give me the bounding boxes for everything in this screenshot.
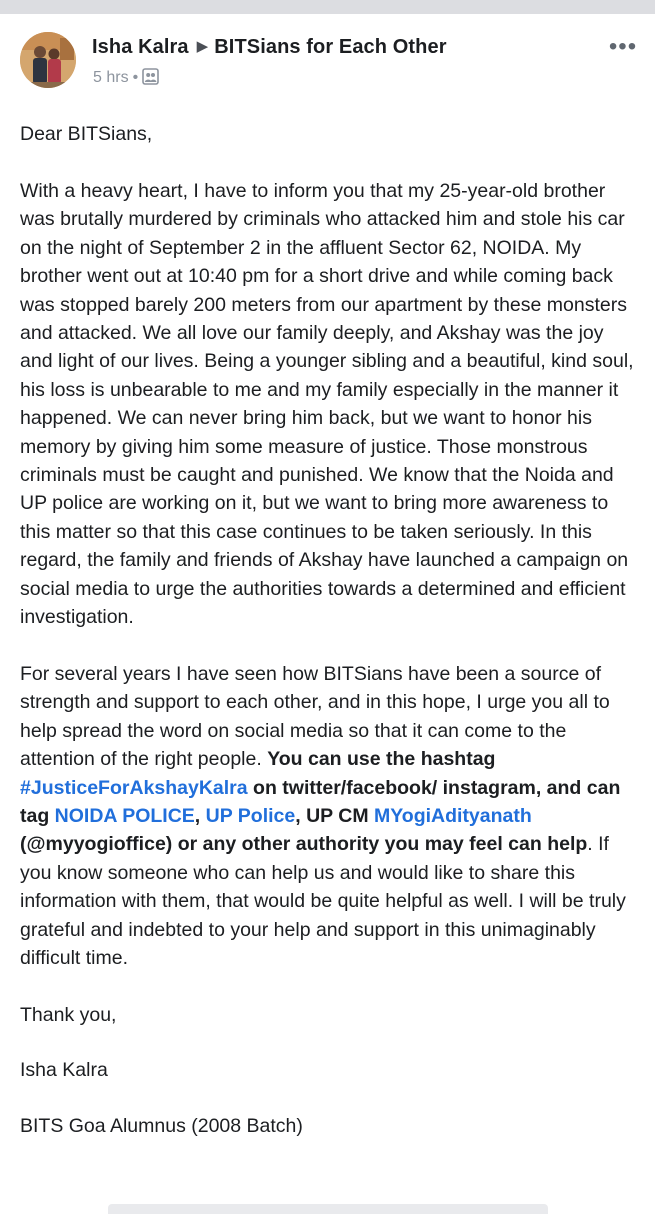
post-card <box>0 14 655 1200</box>
paragraph-2-bold: , UP CM <box>295 804 374 827</box>
paragraph-2-bold: on twitter/facebook/ instagram, and can tag <box>20 776 621 827</box>
top-strip <box>0 0 655 14</box>
tag-up-police[interactable]: UP Police <box>205 804 296 827</box>
author-name[interactable]: Isha Kalra <box>92 36 189 58</box>
paragraph-1: With a heavy heart, I have to inform you that my 25-year-old brother was brutally murdered by criminals who attacked him and stole his car on the night of September 2 in the affluent Sector 62, NOIDA. My brother went out at 10:40 pm for a short drive and while coming back was stopped barely 200 meters from our apartment by these monsters and attacked. We all love our family deeply, and Akshay was the joy and light of our lives. Being a younger sibling and a beautiful, kind soul, his loss is unbearable to me and my family especially in the manner it happened. We can never bring him back, but we want to honor his memory by giving him some measure of justice. Those monstrous criminals must be caught and punished. We know that the Noida and UP police are working on it, but we want to bring more awareness to this matter so that this case continues to be taken seriously. In this regard, the family and friends of Akshay have launched a campaign on social media to urge the authorities towards a determined and efficient investigation. <box>20 179 634 628</box>
group-audience-icon[interactable] <box>142 69 159 86</box>
arrow-right-icon: ▶ <box>196 38 209 55</box>
hashtag-link[interactable]: #JusticeForAkshayKalra <box>20 776 248 799</box>
post-body <box>20 120 640 1167</box>
post-title-line <box>92 36 447 59</box>
post-meta <box>93 68 159 87</box>
post-time[interactable]: 5 hrs <box>93 69 129 86</box>
paragraph-2-bold: You can use the hashtag <box>267 748 496 771</box>
thanks-line: Thank you, <box>20 1003 117 1026</box>
paragraph-2-text: . If you know someone who can help us and would like to share this information with them, that would be quite helpful as well. I will be truly grateful and indebted to your help and support in this unimaginably difficult time. <box>20 833 626 969</box>
paragraph-2-text: For several years I have seen how BITSians have been a source of strength and support to each other, and in this hope, I urge you all to help spread the word on social media so that it can come to the attention of the right people. <box>20 662 610 771</box>
tag-myogiadityanath[interactable]: MYogiAdityanath <box>373 804 532 827</box>
paragraph-2-bold: , <box>194 804 206 827</box>
group-name[interactable]: BITSians for Each Other <box>214 36 447 58</box>
paragraph-2-bold: (@myyogioffice) or any other authority you may feel can help <box>20 833 588 856</box>
affiliation-line: BITS Goa Alumnus (2008 Batch) <box>20 1114 303 1137</box>
author-avatar[interactable] <box>20 32 76 88</box>
bottom-overlay-bar <box>108 1204 548 1214</box>
paragraph-2 <box>20 660 640 972</box>
post-header <box>20 32 640 92</box>
meta-separator: • <box>132 69 139 86</box>
tag-noida-police[interactable]: NOIDA POLICE <box>54 804 195 827</box>
more-options-icon[interactable]: ••• <box>608 33 638 60</box>
greeting: Dear BITSians, <box>20 123 153 145</box>
signature-name: Isha Kalra <box>20 1059 108 1082</box>
